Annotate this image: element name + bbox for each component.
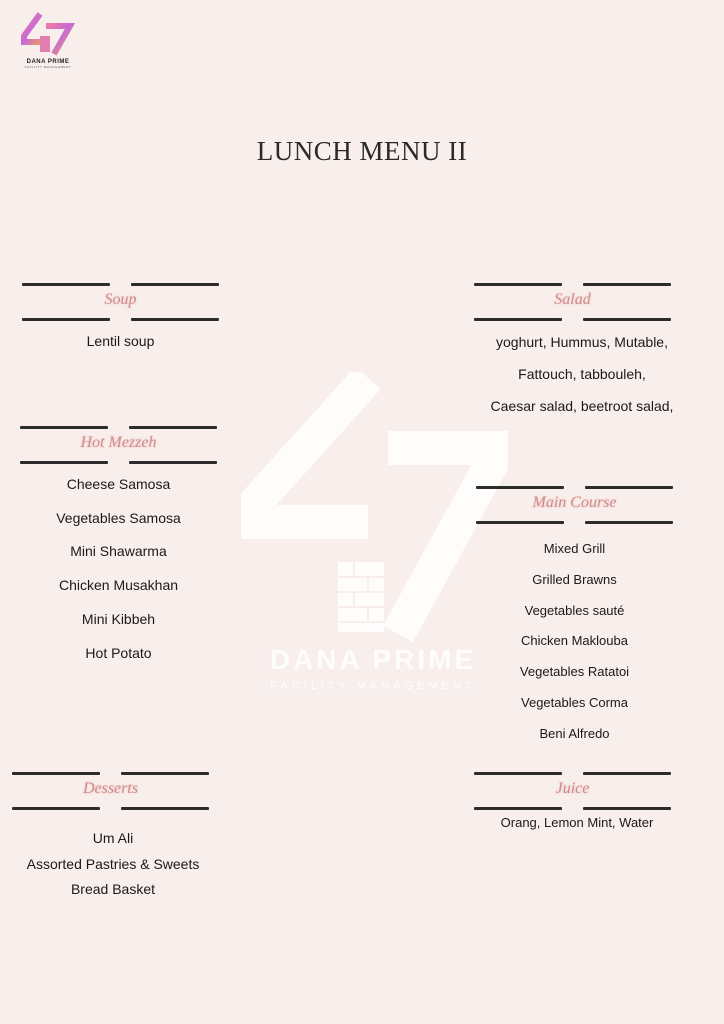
section-salad: [474, 283, 671, 321]
section-main-course: [476, 486, 673, 750]
divider: [131, 318, 219, 321]
menu-item: Orang, Lemon Mint, Water: [500, 815, 654, 830]
divider: [476, 521, 564, 524]
divider: [474, 318, 562, 321]
section-title: Juice: [555, 780, 590, 797]
desserts-item-list: [0, 826, 226, 903]
menu-item: Chicken Maklouba: [521, 633, 628, 649]
menu-item: Beni Alfredo: [539, 725, 610, 741]
divider: [22, 283, 110, 286]
divider: [476, 486, 564, 489]
salad-item-list: [440, 326, 724, 422]
menu-item: Vegetables Corma: [521, 694, 628, 710]
divider: [474, 283, 562, 286]
company-logo: [18, 12, 78, 69]
divider: [129, 426, 217, 429]
divider: [585, 486, 673, 489]
juice-item-list: [450, 813, 704, 833]
divider: [121, 807, 209, 810]
section-header: [20, 426, 217, 464]
item-list: [20, 468, 217, 670]
divider: [12, 807, 100, 810]
menu-item: Um Ali: [92, 830, 134, 846]
divider: [129, 461, 217, 464]
section-title: Desserts: [82, 780, 139, 797]
watermark-brand: DANA PRIME: [269, 644, 477, 675]
section-title: Main Course: [532, 494, 617, 511]
logo-brand: DANA PRIME: [26, 59, 70, 65]
menu-item: Fattouch, tabbouleh,: [518, 366, 646, 382]
menu-item: Bread Basket: [70, 881, 156, 897]
section-juice: [474, 772, 671, 810]
section-soup: [22, 283, 219, 351]
divider: [585, 521, 673, 524]
divider: [12, 772, 100, 775]
section-header: [474, 283, 671, 321]
menu-item: Cheese Samosa: [66, 476, 171, 492]
menu-item: Assorted Pastries & Sweets: [26, 855, 200, 872]
section-hot-mezzeh: [20, 426, 217, 670]
logo-tagline: FACILITY MANAGEMENT: [24, 65, 72, 69]
divider: [22, 318, 110, 321]
divider: [583, 318, 671, 321]
divider: [131, 283, 219, 286]
menu-item: Lentil soup: [86, 333, 155, 349]
menu-item: Chicken Musakhan: [58, 577, 179, 594]
menu-item: Mixed Grill: [543, 541, 606, 556]
watermark-tagline: FACILITY MANAGEMENT: [270, 680, 476, 692]
section-title: Salad: [554, 291, 591, 308]
section-header: [476, 486, 673, 524]
divider: [583, 772, 671, 775]
page-title: LUNCH MENU II: [256, 136, 468, 166]
divider: [121, 772, 209, 775]
menu-item: Vegetables sauté: [524, 602, 625, 618]
menu-item: Mini Kibbeh: [81, 610, 156, 627]
section-title: Soup: [104, 291, 137, 308]
menu-item: Vegetables Ratatoi: [519, 664, 630, 680]
divider: [20, 461, 108, 464]
item-list: [22, 331, 219, 351]
menu-item: Hot Potato: [85, 644, 152, 661]
section-header: [474, 772, 671, 810]
menu-item: yoghurt, Hummus, Mutable,: [496, 334, 668, 350]
divider: [583, 283, 671, 286]
item-list: [476, 534, 673, 750]
divider: [20, 426, 108, 429]
menu-item: Vegetables Samosa: [56, 509, 181, 526]
section-title: Hot Mezzeh: [80, 434, 157, 451]
divider: [474, 807, 562, 810]
menu-item: Mini Shawarma: [70, 543, 167, 560]
divider: [583, 807, 671, 810]
dana-prime-logo-icon: [20, 12, 76, 58]
section-desserts: [12, 772, 209, 810]
section-header: [22, 283, 219, 321]
menu-item: Grilled Brawns: [532, 571, 617, 587]
section-header: [12, 772, 209, 810]
divider: [474, 772, 562, 775]
menu-item: Caesar salad, beetroot salad,: [490, 398, 674, 414]
